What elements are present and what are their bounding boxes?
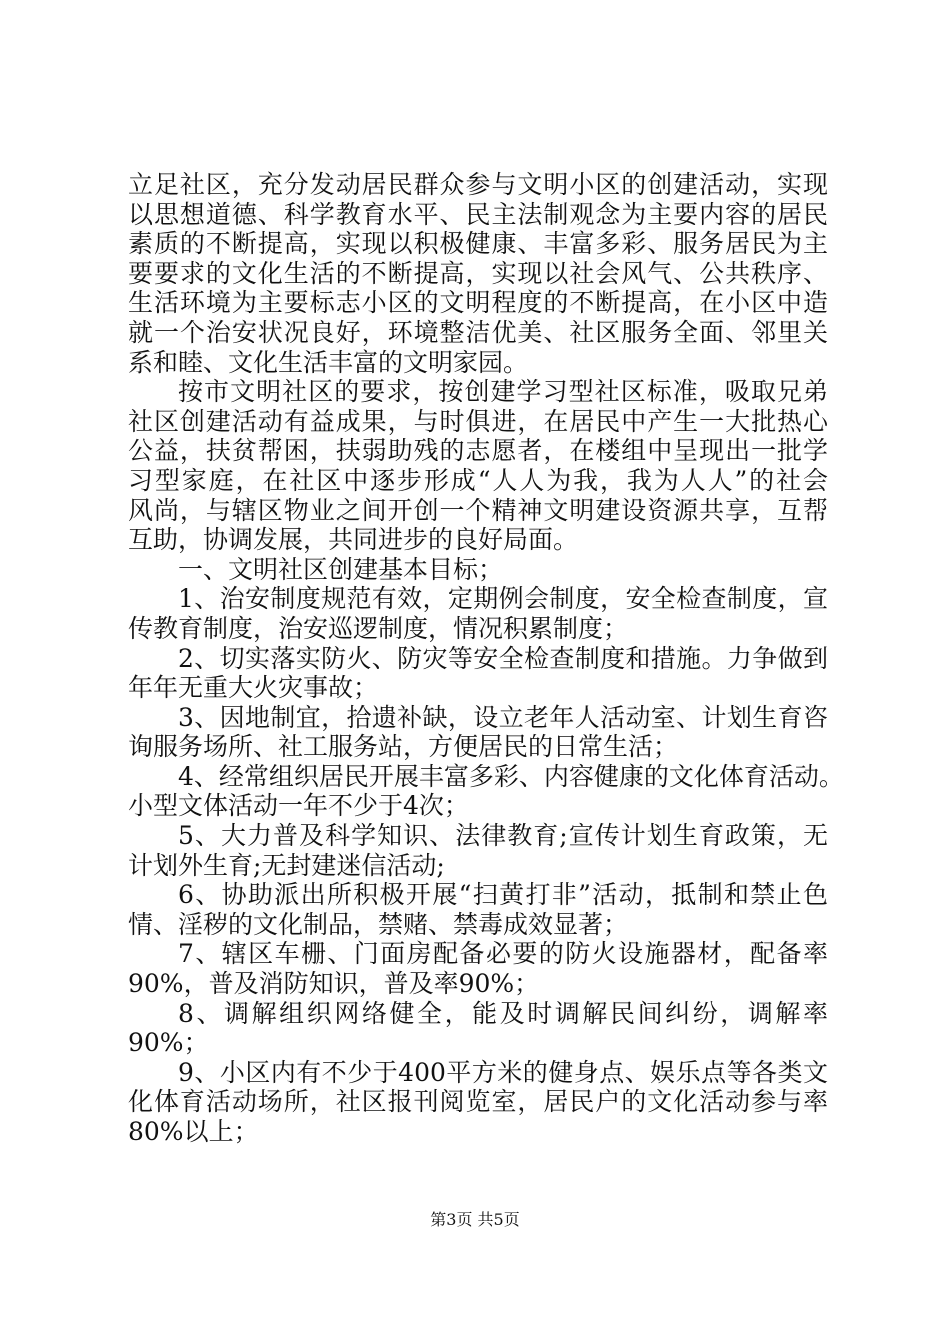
text-line: 询服务场所、社工服务站，方便居民的日常生活；: [128, 732, 679, 762]
text-line: 传教育制度，治安巡逻制度，情况积累制度；: [128, 613, 629, 643]
text-line: 按市文明社区的要求，按创建学习型社区标准，吸取兄弟: [178, 377, 828, 407]
text-line: 习型家庭，在社区中逐步形成“人人为我，我为人人”的社会: [128, 465, 828, 495]
text-line: 90%，普及消防知识，普及率90%；: [128, 969, 540, 999]
text-line: 社区创建活动有益成果，与时俱进，在居民中产生一大批热心: [128, 406, 828, 436]
text-line: 素质的不断提高，实现以积极健康、丰富多彩、服务居民为主: [128, 229, 828, 259]
text-line: 生活环境为主要标志小区的文明程度的不断提高，在小区中造: [128, 288, 828, 318]
text-line: 2、切实落实防火、防灾等安全检查制度和措施。力争做到: [178, 643, 828, 673]
text-line: 1、治安制度规范有效，定期例会制度，安全检查制度，宣: [178, 584, 828, 614]
body-text: [128, 170, 844, 1147]
text-line: 8、调解组织网络健全，能及时调解民间纠纷，调解率: [178, 998, 828, 1028]
text-line: 90%；: [128, 1028, 209, 1058]
text-line: 就一个治安状况良好，环境整洁优美、社区服务全面、邻里关: [128, 317, 828, 347]
text-line: 化体育活动场所，社区报刊阅览室，居民户的文化活动参与率: [128, 1087, 828, 1117]
text-line: 7、辖区车栅、门面房配备必要的防火设施器材，配备率: [178, 939, 828, 969]
text-line: 一、文明社区创建基本目标；: [178, 554, 504, 584]
text-line: 互助，协调发展，共同进步的良好局面。: [128, 525, 579, 555]
text-line: 3、因地制宜，拾遗补缺，设立老年人活动室、计划生育咨: [178, 702, 828, 732]
text-line: 年年无重大火灾事故；: [128, 673, 379, 703]
text-line: 公益，扶贫帮困，扶弱助残的志愿者，在楼组中呈现出一批学: [128, 436, 828, 466]
text-line: 情、淫秽的文化制品，禁赌、禁毒成效显著；: [128, 909, 629, 939]
text-line: 小型文体活动一年不少于4次；: [128, 791, 469, 821]
text-line: 80%以上；: [128, 1117, 259, 1146]
text-line: 要要求的文化生活的不断提高，实现以社会风气、公共秩序、: [128, 258, 828, 288]
text-line: 系和睦、文化生活丰富的文明家园。: [128, 347, 529, 377]
text-line: 6、协助派出所积极开展“扫黄打非”活动，抵制和禁止色: [178, 880, 828, 910]
text-line: 9、小区内有不少于400平方米的健身点、娱乐点等各类文: [178, 1057, 828, 1087]
text-line: 风尚，与辖区物业之间开创一个精神文明建设资源共享，互帮: [128, 495, 828, 525]
text-line: 计划外生育;无封建迷信活动;: [128, 850, 445, 880]
text-line: 4、经常组织居民开展丰富多彩、内容健康的文化体育活动。: [178, 761, 844, 791]
text-line: 以思想道德、科学教育水平、民主法制观念为主要内容的居民: [128, 199, 828, 229]
text-line: 立足社区，充分发动居民群众参与文明小区的创建活动，实现: [128, 170, 828, 199]
page-footer: 第3页 共5页: [430, 1210, 520, 1229]
text-line: 5、大力普及科学知识、法律教育;宣传计划生育政策，无: [178, 821, 828, 851]
